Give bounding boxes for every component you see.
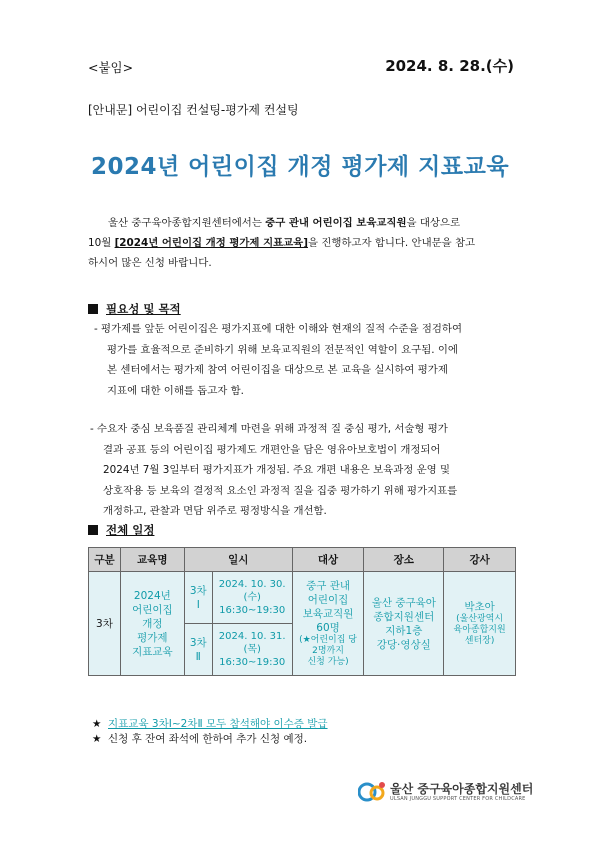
session-datetime-cell xyxy=(212,572,292,624)
page-title: 2024년 어린이집 개정 평가제 지표교육 xyxy=(90,154,510,180)
course-name-cell xyxy=(120,572,184,676)
session-date: 2024. 10. 30.(수) xyxy=(218,579,286,603)
table-row xyxy=(89,572,516,624)
session-datetime-cell xyxy=(212,624,292,676)
instructor-note: 센터장) xyxy=(464,636,495,646)
course-name-line: 2024년 xyxy=(133,589,171,602)
section-heading-text: 필요성 및 목적 xyxy=(106,302,181,316)
header-course: 교육명 xyxy=(120,548,184,572)
instructor-note: (울산광역시 xyxy=(456,614,504,624)
bullet-line: - 수요자 중심 보육품질 관리체계 마련을 위해 과정적 질 중심 평가, 서술형 평가 xyxy=(90,423,448,435)
session-label: 3차 xyxy=(189,584,207,597)
logo-english: ULSAN JUNGGU SUPPORT CENTER FOR CHILDCARE xyxy=(390,796,526,802)
intro-text: 울산 중구육아종합지원센터에서는 xyxy=(108,217,266,229)
header-location: 장소 xyxy=(364,548,444,572)
course-name-line: 지표교육 xyxy=(132,645,173,658)
document-date: 2024. 8. 28.(수) xyxy=(385,57,514,75)
location-line: 강당·영상실 xyxy=(376,638,431,651)
header-instructor: 강사 xyxy=(444,548,516,572)
target-line: 어린이집 xyxy=(307,594,349,606)
location-cell xyxy=(364,572,444,676)
note-text: 신청 후 잔여 좌석에 한하여 추가 신청 예정. xyxy=(108,733,308,745)
intro-paragraph xyxy=(88,213,516,273)
table-header-row xyxy=(89,548,516,572)
location-line: 지하1층 xyxy=(385,624,423,637)
schedule-table xyxy=(88,547,516,676)
bullet-line: 본 센터에서는 평가제 참여 어린이집을 대상으로 본 교육을 실시하여 평가제 xyxy=(107,364,448,376)
guide-line: [안내문] 어린이집 컨설팅-평가제 컨설팅 xyxy=(88,103,299,117)
intro-bold-target: 중구 관내 어린이집 보육교직원 xyxy=(265,217,407,229)
instructor-note: 육아종합지원 xyxy=(453,625,506,635)
center-logo xyxy=(358,778,534,808)
target-line: 보육교직원 xyxy=(302,608,354,620)
star-icon: ★ xyxy=(92,733,102,745)
session-label-cell xyxy=(184,624,212,676)
instructor-name: 박초아 xyxy=(464,601,495,613)
intro-text: 하시어 많은 신청 바랍니다. xyxy=(88,257,212,269)
header-division: 구분 xyxy=(89,548,121,572)
attachment-label: <붙임> xyxy=(88,60,134,75)
section-heading-purpose xyxy=(88,301,181,317)
square-bullet-icon xyxy=(88,525,98,535)
instructor-cell xyxy=(444,572,516,676)
intro-bold-course: [2024년 어린이집 개정 평가제 지표교육] xyxy=(114,237,308,249)
session-label: 3차 xyxy=(189,636,207,649)
target-line: 60명 xyxy=(316,622,340,634)
bullet-line: 평가를 효율적으로 준비하기 위해 보육교직원의 전문적인 역할이 요구됨. 이에 xyxy=(107,343,458,356)
course-name-line: 평가제 xyxy=(137,631,168,644)
session-label: Ⅱ xyxy=(195,650,201,663)
bullet-line: 개정하고, 관찰과 면담 위주로 평정방식을 개선함. xyxy=(103,505,327,517)
session-label-cell xyxy=(184,572,212,624)
header-target: 대상 xyxy=(292,548,364,572)
target-note: 2명까지 xyxy=(312,646,344,656)
star-icon: ★ xyxy=(92,718,102,730)
bullet-line: 결과 공표 등의 어린이집 평가제도 개편안을 담은 영유아보호법이 개정되어 xyxy=(103,443,441,456)
session-time: 16:30~19:30 xyxy=(219,605,286,616)
intro-text: 10월 xyxy=(88,237,115,249)
target-cell xyxy=(292,572,364,676)
session-label: Ⅰ xyxy=(196,598,200,611)
note-additional xyxy=(92,731,307,746)
section-heading-text: 전체 일정 xyxy=(106,523,155,537)
logo-name: 울산 중구육아종합지원센터 xyxy=(390,782,534,796)
bullet-line: 2024년 7월 3일부터 평가지표가 개정됨. 주요 개편 내용은 보육과정 운영 및 xyxy=(103,464,451,476)
bullet-line: - 평가제를 앞둔 어린이집은 평가지표에 대한 이해와 현재의 질적 수준을 점검하여 xyxy=(94,323,463,335)
target-note: (★어린이집 당 xyxy=(299,635,357,645)
course-name-line: 개정 xyxy=(142,617,163,630)
session-time: 16:30~19:30 xyxy=(219,657,286,668)
header-datetime: 일시 xyxy=(184,548,292,572)
section-heading-schedule xyxy=(88,522,154,538)
note-certificate xyxy=(92,716,328,731)
course-name-line: 어린이집 xyxy=(132,603,173,616)
target-note: 신청 가능) xyxy=(307,657,349,667)
location-line: 종합지원센터 xyxy=(373,610,435,623)
intro-text: 을 진행하고자 합니다. 안내문을 참고 xyxy=(307,237,476,249)
square-bullet-icon xyxy=(88,304,98,314)
session-date: 2024. 10. 31.(목) xyxy=(218,631,286,655)
division-cell: 3차 xyxy=(89,572,121,676)
target-line: 중구 관내 xyxy=(306,580,350,592)
purpose-bullet-1 xyxy=(94,319,522,401)
note-text: 지표교육 3차Ⅰ~2차Ⅱ 모두 참석해야 이수증 발급 xyxy=(108,718,328,730)
intro-text: 을 대상으로 xyxy=(406,217,461,229)
purpose-bullet-2 xyxy=(90,419,518,522)
logo-mark-icon xyxy=(358,778,388,806)
bullet-line: 상호작용 등 보육의 결정적 요소인 과정적 질을 집중 평가하기 위해 평가지표를 xyxy=(103,484,458,497)
bullet-line: 지표에 대한 이해를 돕고자 함. xyxy=(107,384,244,397)
location-line: 울산 중구육아 xyxy=(371,596,436,609)
